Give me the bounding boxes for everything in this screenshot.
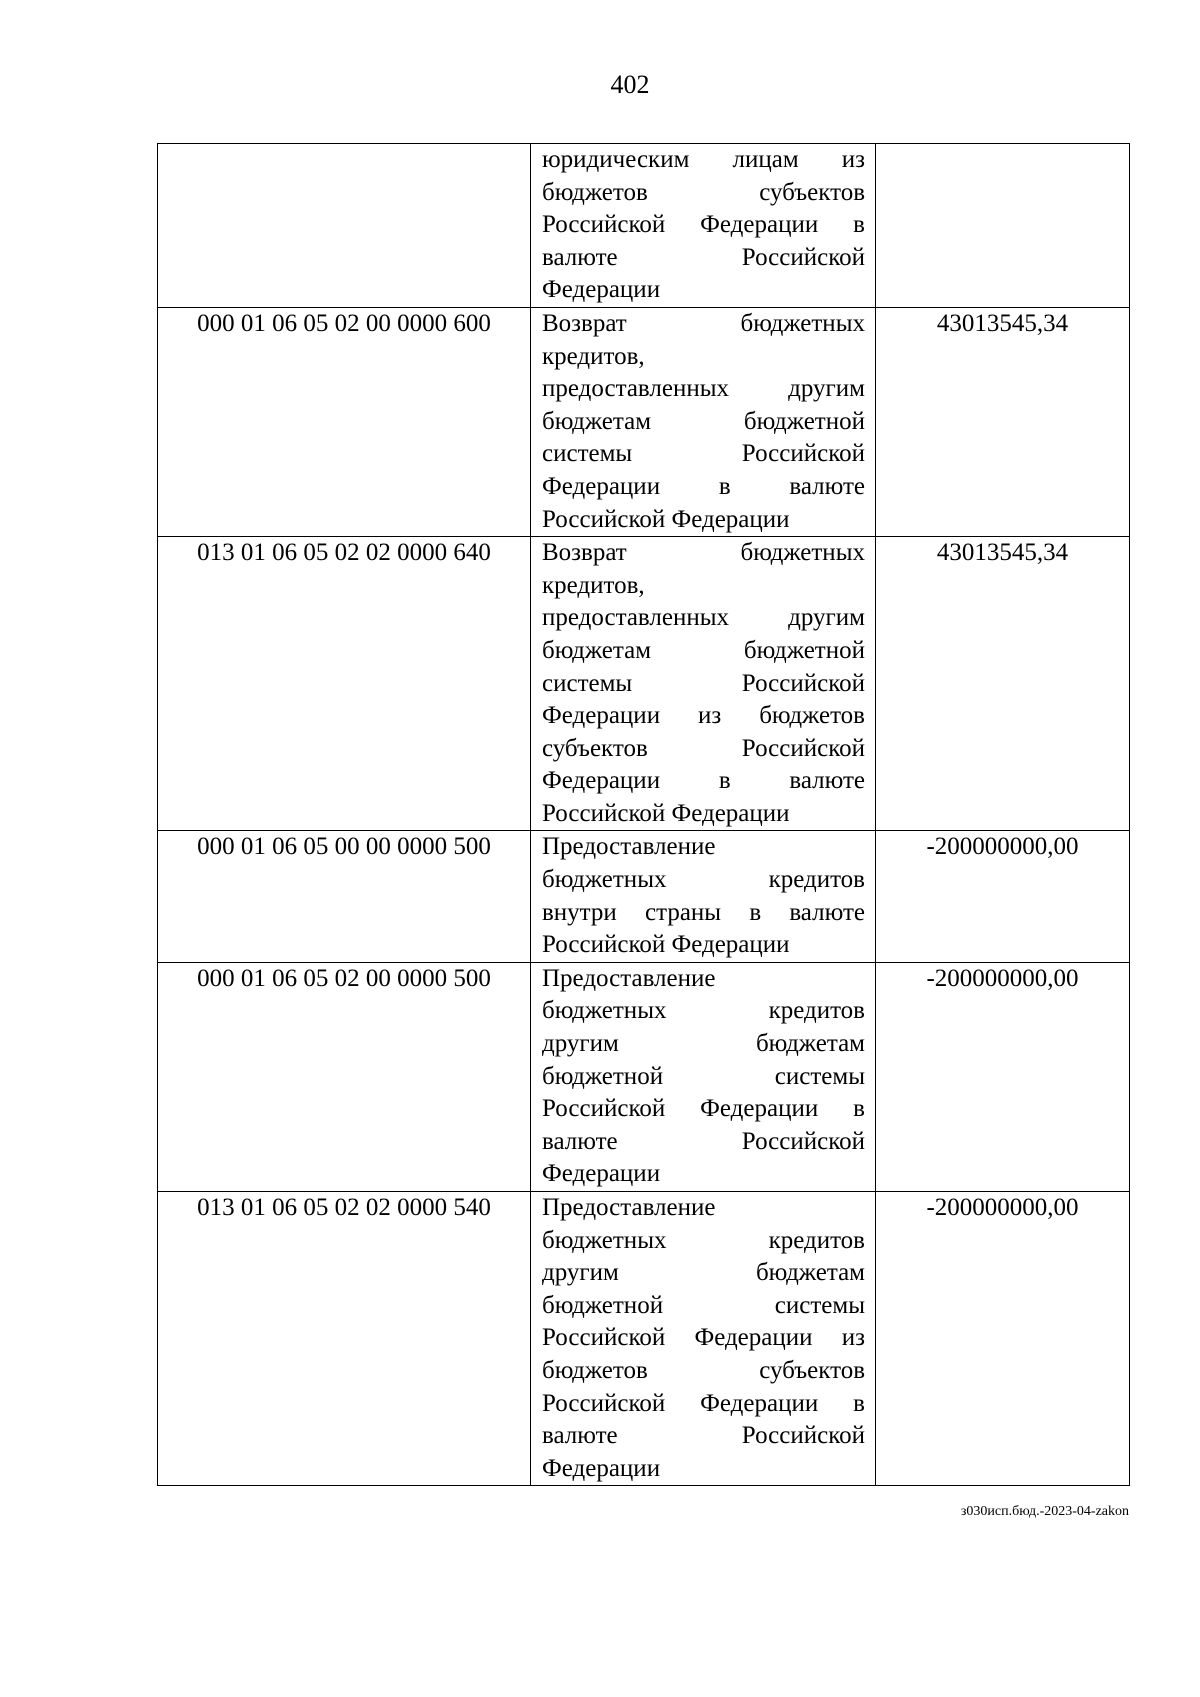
source-name-line: Федерации [542,276,661,304]
source-name-line: Федерации в валюте [542,472,865,500]
source-name-line: Российской Федерации [542,799,790,827]
source-name [531,962,876,1191]
source-name-line: бюджетных кредитов [542,866,865,894]
source-name-line: внутри страны в валюте [542,898,865,926]
table-row [158,1192,1130,1486]
source-name [531,144,876,308]
source-name-line: бюджетов субъектов [542,178,865,206]
source-name-line: Российской Федерации из [542,1324,865,1352]
amount: 43013545,34 [876,307,1130,536]
source-name-line: бюджетной системы [542,1062,865,1090]
source-name-line: валюте Российской [542,243,865,271]
source-name-line: субъектов Российской [542,734,865,762]
budget-classification-code: 000 01 06 05 02 00 0000 500 [158,962,531,1191]
source-name-line: кредитов, [542,342,645,370]
source-name-line: Возврат бюджетных [542,539,865,567]
source-name [531,831,876,962]
source-name-line: бюджетных кредитов [542,1226,865,1254]
budget-classification-code: 000 01 06 05 00 00 0000 500 [158,831,531,962]
source-name-line: Возврат бюджетных [542,309,865,337]
source-name-line: Федерации в валюте [542,767,865,795]
budget-classification-code [158,144,531,308]
budget-classification-code: 013 01 06 05 02 02 0000 640 [158,537,531,831]
source-name-line: юридическим лицам из [542,146,865,173]
amount [876,144,1130,308]
source-name-line: Федерации из бюджетов [542,702,865,730]
source-name-line: системы Российской [542,669,865,697]
source-name [531,537,876,831]
amount: 43013545,34 [876,537,1130,831]
source-name-line: кредитов, [542,571,645,599]
amount: -200000000,00 [876,962,1130,1191]
table-body [158,144,1130,1486]
source-name-line: Федерации [542,1454,661,1482]
table-row [158,537,1130,831]
source-name-line: бюджетных кредитов [542,997,865,1025]
source-name-line: системы Российской [542,440,865,468]
source-name-line: валюте Российской [542,1422,865,1450]
budget-classification-code: 013 01 06 05 02 02 0000 540 [158,1192,531,1486]
source-name [531,307,876,536]
source-name-line: другим бюджетам [542,1259,865,1287]
table-row [158,144,1130,308]
page-number: 402 [610,70,650,99]
table-row [158,831,1130,962]
source-name-line: бюджетам бюджетной [542,407,865,435]
source-name-line: Предоставление [542,964,716,992]
source-name-line: Предоставление [542,1194,716,1221]
source-name-line: бюджетной системы [542,1291,865,1319]
table-row [158,962,1130,1191]
source-name-line: Российской Федерации в [542,1095,865,1123]
source-name-line: валюте Российской [542,1127,865,1155]
budget-table [157,143,1130,1486]
amount: -200000000,00 [876,831,1130,962]
source-name [531,1192,876,1486]
source-name-line: бюджетов субъектов [542,1356,865,1384]
source-name-line: Российской Федерации [542,505,790,533]
source-name-line: бюджетам бюджетной [542,636,865,664]
source-name-line: Российской Федерации в [542,1389,865,1417]
budget-classification-code: 000 01 06 05 02 00 0000 600 [158,307,531,536]
source-name-line: другим бюджетам [542,1030,865,1058]
source-name-line: Российской Федерации [542,931,790,959]
document-code: з030исп.бюд.-2023-04-zakon [960,1504,1129,1519]
source-name-line: Российской Федерации в [542,211,865,239]
source-name-line: Федерации [542,1160,661,1188]
source-name-line: предоставленных другим [542,604,865,632]
source-name-line: Предоставление [542,833,716,861]
source-name-line: предоставленных другим [542,375,865,403]
amount: -200000000,00 [876,1192,1130,1486]
table-row [158,307,1130,536]
